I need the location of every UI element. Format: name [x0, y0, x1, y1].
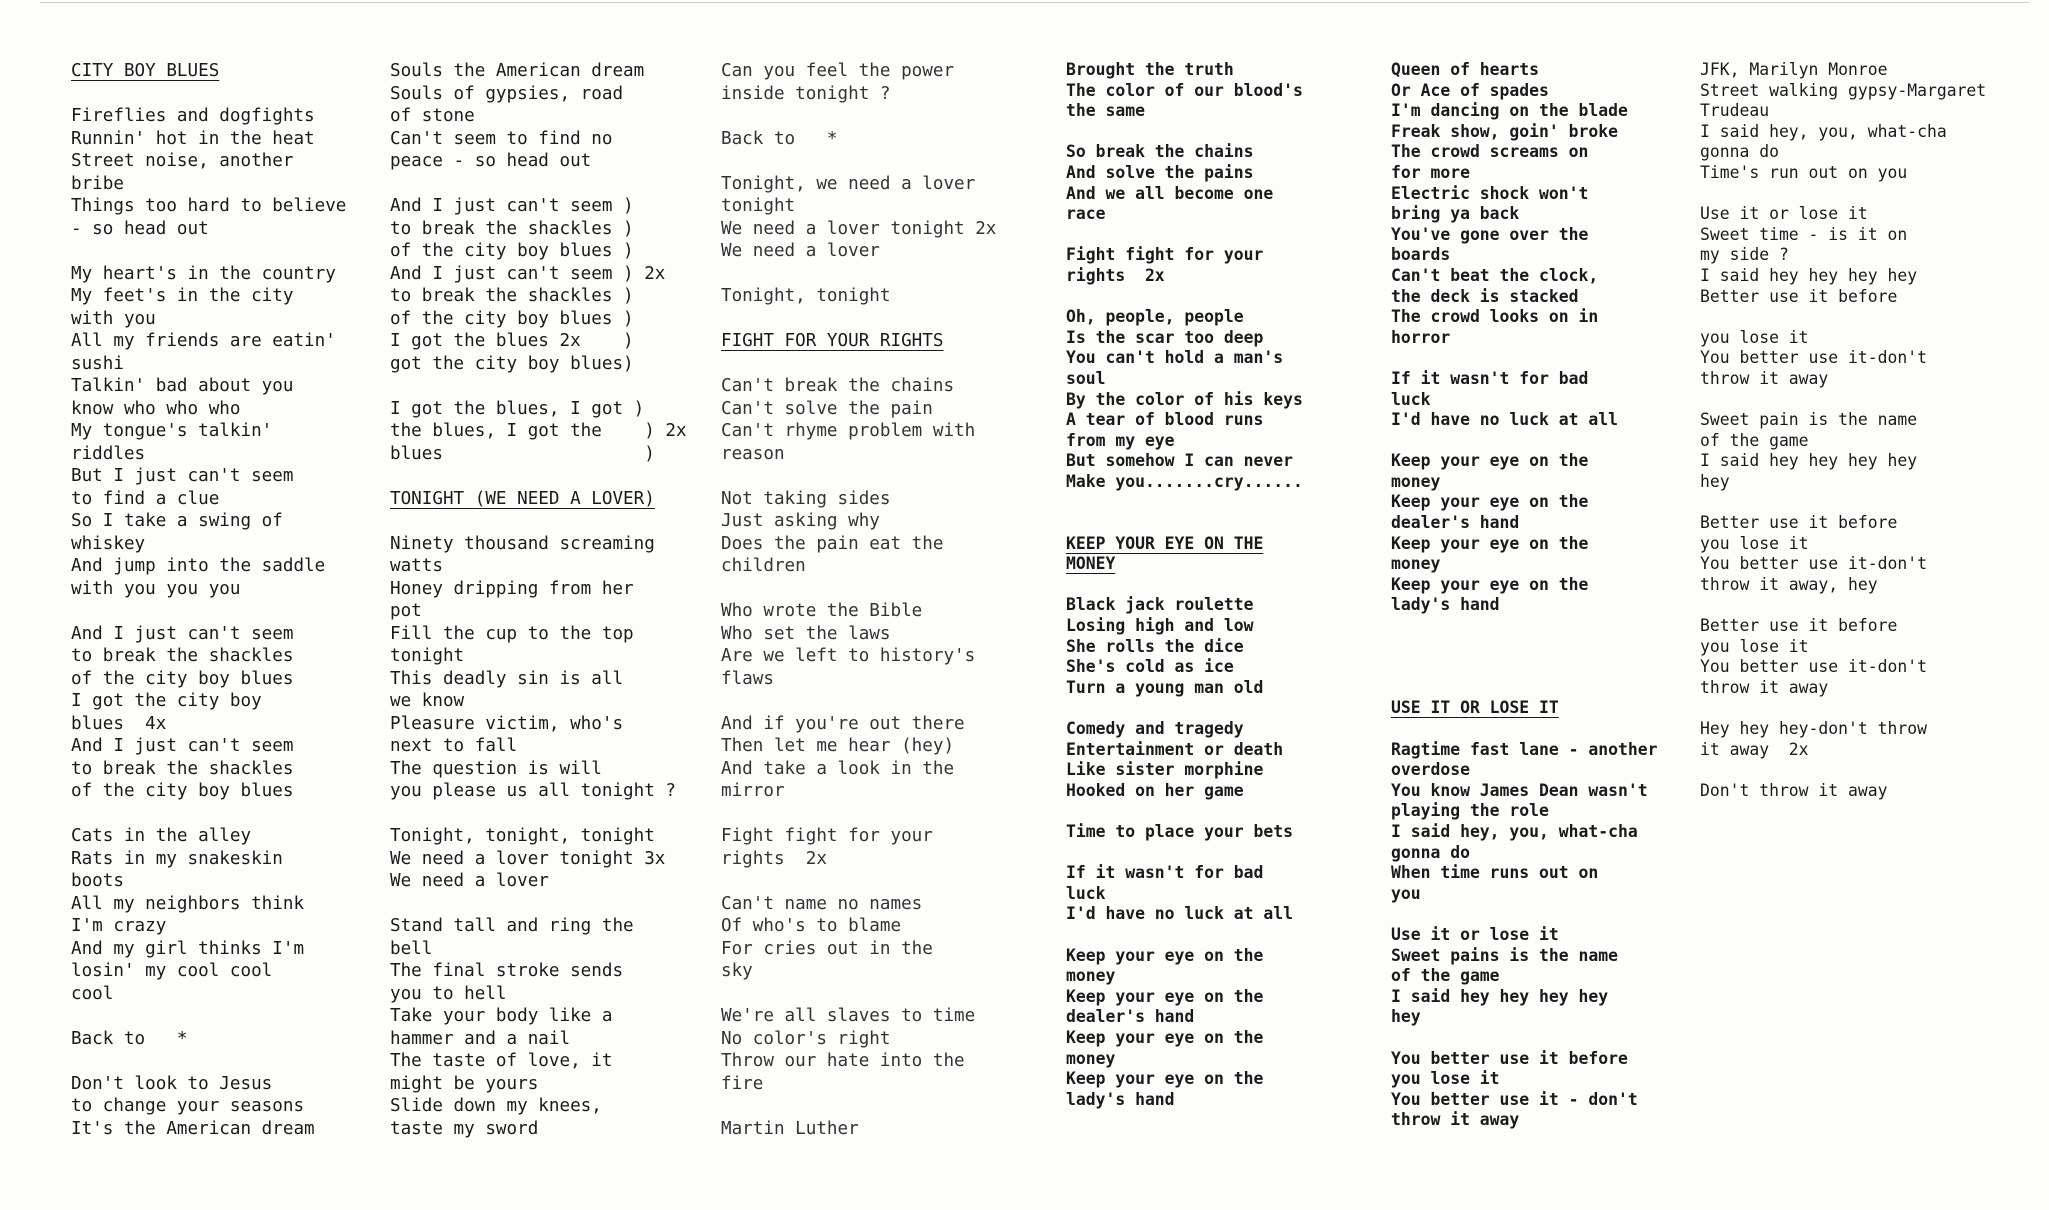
lyric-line: We need a lover tonight 2x: [721, 218, 997, 239]
lyric-line: my side ?: [1700, 245, 1789, 265]
lyric-line: So break the chains: [1066, 142, 1254, 162]
lyric-line: cool: [71, 983, 114, 1004]
stanza-gap: [721, 308, 1051, 331]
lyric-line: sushi: [71, 353, 124, 374]
lyric-line: bribe: [71, 173, 124, 194]
lyric-line: JFK, Marilyn Monroe: [1700, 60, 1888, 79]
lyric-line: Who wrote the Bible: [721, 601, 923, 621]
lyric-line: Can't break the chains: [721, 376, 955, 396]
stanza-gap: [1066, 287, 1396, 308]
lyric-line: overdose: [1391, 760, 1470, 780]
lyric-line: We need a lover: [721, 241, 880, 261]
lyric-line: the deck is stacked: [1391, 286, 1579, 306]
stanza-gap: [1391, 616, 1721, 637]
lyric-line: mirror: [721, 781, 785, 801]
lyric-line: Is the scar too deep: [1066, 327, 1264, 347]
lyric-line: reason: [721, 443, 785, 464]
lyric-line: Sweet time - is it on: [1700, 224, 1908, 244]
stanza-gap: [1700, 184, 2030, 205]
lyric-line: next to fall: [390, 736, 518, 756]
lyric-line: lady's hand: [1391, 595, 1500, 615]
lyric-line: from my eye: [1066, 430, 1175, 450]
lyric-line: You better use it-don't: [1700, 554, 1927, 574]
lyric-line: This deadly sin is all: [390, 668, 624, 689]
stanza-gap: [390, 375, 720, 398]
stanza-gap: [721, 578, 1051, 601]
lyric-line: for more: [1391, 162, 1470, 182]
stanza-gap: [1066, 122, 1396, 143]
lyric-line: I said hey hey hey hey: [1700, 265, 1918, 285]
lyric-line: Don't look to Jesus: [71, 1073, 273, 1094]
lyric-line: you lose it: [1700, 636, 1809, 656]
lyric-line: I said hey hey hey hey: [1700, 451, 1918, 471]
lyric-line: Cats in the alley: [71, 826, 252, 846]
lyric-line: Freak show, goin' broke: [1391, 121, 1618, 141]
stanza-gap: [1391, 657, 1721, 678]
lyric-line: to change your seasons: [71, 1096, 305, 1116]
song-title: USE IT OR LOSE IT: [1391, 698, 1559, 718]
lyric-line: Tonight, tonight: [721, 286, 891, 306]
lyric-line: riddles: [71, 443, 146, 464]
stanza-gap: [721, 983, 1051, 1006]
lyric-line: Souls of gypsies, road: [390, 83, 624, 104]
lyric-line: to break the shackles ): [390, 218, 634, 239]
lyric-line: It's the American dream: [71, 1118, 315, 1139]
lyric-line: whiskey: [71, 533, 146, 554]
lyric-line: losin' my cool cool: [71, 961, 273, 981]
lyric-line: Don't throw it away: [1700, 780, 1888, 800]
stanza-gap: [71, 83, 401, 106]
lyric-line: Keep your eye on the: [1066, 1027, 1264, 1047]
lyric-line: Sweet pains is the name: [1391, 945, 1618, 965]
lyric-line: The color of our blood's: [1066, 80, 1303, 100]
lyric-line: Can't rhyme problem with: [721, 421, 976, 441]
lyric-line: Better use it before: [1700, 286, 1898, 306]
lyric-line: When time runs out on: [1391, 863, 1599, 883]
lyric-line: dealer's hand: [1391, 513, 1520, 533]
lyric-line: Of who's to blame: [721, 916, 902, 936]
lyric-line: you lose it: [1700, 327, 1809, 347]
stanza-gap: [1066, 513, 1396, 534]
lyric-line: And my girl thinks I'm: [71, 938, 305, 959]
lyric-line: money: [1391, 554, 1441, 574]
lyric-line: sky: [721, 961, 753, 981]
lyric-line: you lose it: [1700, 533, 1809, 553]
stanza-gap: [1700, 760, 2030, 781]
stanza-gap: [721, 803, 1051, 826]
lyric-line: Trudeau: [1700, 101, 1770, 121]
lyric-line: to break the shackles ): [390, 286, 634, 306]
stanza-gap: [1700, 698, 2030, 719]
lyric-line: with you you you: [71, 578, 241, 599]
song-title: MONEY: [1066, 554, 1116, 574]
lyric-line: Fireflies and dogfights: [71, 106, 315, 126]
lyric-line: Runnin' hot in the heat: [71, 128, 315, 149]
lyric-line: children: [721, 556, 806, 576]
lyrics-column-1: [71, 60, 401, 1140]
stanza-gap: [721, 105, 1051, 128]
stanza-gap: [1391, 904, 1721, 925]
lyric-line: with you: [71, 308, 156, 329]
lyric-line: The taste of love, it: [390, 1051, 613, 1071]
lyric-line: hey: [1700, 471, 1730, 491]
lyrics-column-4: [1066, 60, 1396, 1110]
lyric-line: to break the shackles: [71, 758, 294, 779]
lyric-line: If it wasn't for bad: [1391, 368, 1589, 388]
lyric-line: Time to place your bets: [1066, 821, 1293, 841]
lyric-line: I got the blues 2x ): [390, 331, 634, 351]
song-title: FIGHT FOR YOUR RIGHTS: [721, 331, 944, 351]
lyric-line: She rolls the dice: [1066, 636, 1244, 656]
lyric-line: Then let me hear (hey): [721, 736, 955, 756]
lyric-line: Back to *: [71, 1028, 188, 1049]
lyric-line: Are we left to history's: [721, 646, 976, 666]
lyric-line: Hooked on her game: [1066, 780, 1244, 800]
lyric-line: We're all slaves to time: [721, 1006, 976, 1026]
stanza-gap: [721, 263, 1051, 286]
lyric-line: And we all become one: [1066, 183, 1274, 203]
lyric-line: luck: [1391, 389, 1431, 409]
lyric-line: I said hey, you, what-cha: [1700, 121, 1947, 141]
lyric-line: Pleasure victim, who's: [390, 713, 624, 734]
lyric-line: Slide down my knees,: [390, 1096, 602, 1116]
lyric-line: flaws: [721, 668, 774, 689]
lyrics-column-2: [390, 60, 720, 1140]
lyric-line: pot: [390, 601, 422, 621]
lyric-line: Fight fight for your: [721, 826, 933, 846]
lyric-line: you please us all tonight ?: [390, 781, 676, 801]
lyric-line: Throw our hate into the: [721, 1051, 965, 1071]
lyric-line: Honey dripping from her: [390, 578, 634, 599]
lyric-line: - so head out: [71, 218, 209, 239]
lyric-line: got the city boy blues): [390, 353, 634, 374]
lyric-line: Losing high and low: [1066, 616, 1254, 636]
lyric-line: You can't hold a man's: [1066, 348, 1284, 368]
lyric-line: Can't solve the pain: [721, 398, 933, 419]
lyric-line: No color's right: [721, 1028, 891, 1049]
lyric-line: we know: [390, 691, 465, 711]
stanza-gap: [1391, 719, 1721, 740]
lyric-line: you lose it: [1391, 1069, 1500, 1089]
stanza-gap: [390, 510, 720, 533]
lyrics-column-3: [721, 60, 1051, 1140]
stanza-gap: [1066, 925, 1396, 946]
lyric-line: Use it or lose it: [1391, 924, 1559, 944]
lyric-line: Fight fight for your: [1066, 245, 1264, 265]
lyric-line: I'd have no luck at all: [1066, 904, 1293, 924]
stanza-gap: [1391, 637, 1721, 658]
lyric-line: Back to *: [721, 128, 838, 149]
stanza-gap: [721, 465, 1051, 488]
lyric-line: horror: [1391, 327, 1451, 347]
lyric-line: throw it away: [1700, 677, 1829, 697]
lyric-line: it away 2x: [1700, 739, 1809, 759]
lyric-line: Sweet pain is the name: [1700, 410, 1918, 430]
lyric-line: But I just can't seem: [71, 466, 294, 486]
lyric-line: I'm crazy: [71, 916, 167, 936]
lyric-line: peace - so head out: [390, 151, 592, 171]
lyric-line: Time's run out on you: [1700, 162, 1908, 182]
lyric-line: Keep your eye on the: [1066, 1069, 1264, 1089]
lyric-line: hammer and a nail: [390, 1028, 571, 1049]
song-title: TONIGHT (WE NEED A LOVER): [390, 488, 655, 509]
lyric-line: of the city boy blues ): [390, 241, 634, 261]
lyric-line: gonna do: [1700, 142, 1779, 162]
lyric-line: The crowd screams on: [1391, 142, 1589, 162]
lyric-line: Talkin' bad about you: [71, 376, 294, 396]
stanza-gap: [721, 870, 1051, 893]
lyric-line: I'm dancing on the blade: [1391, 101, 1628, 121]
stanza-gap: [1066, 843, 1396, 864]
lyric-line: tonight: [390, 646, 465, 666]
stanza-gap: [390, 803, 720, 826]
lyric-line: Keep your eye on the: [1066, 986, 1264, 1006]
lyric-line: bring ya back: [1391, 204, 1520, 224]
stanza-gap: [721, 353, 1051, 376]
lyric-line: of stone: [390, 106, 475, 126]
lyric-line: you: [1391, 883, 1421, 903]
lyric-line: And I just can't seem: [71, 736, 294, 756]
lyric-line: hey: [1391, 1007, 1421, 1027]
song-title: CITY BOY BLUES: [71, 61, 220, 81]
lyric-line: might be yours: [390, 1073, 539, 1094]
lyric-line: blues 4x: [71, 713, 167, 734]
lyric-line: All my friends are eatin': [71, 331, 336, 351]
lyric-line: money: [1066, 966, 1116, 986]
lyric-line: Keep your eye on the: [1391, 574, 1589, 594]
lyric-line: You've gone over the: [1391, 224, 1589, 244]
lyric-line: But somehow I can never: [1066, 451, 1293, 471]
stanza-gap: [1391, 1028, 1721, 1049]
lyric-line: You better use it-don't: [1700, 348, 1927, 368]
lyric-line: A tear of blood runs: [1066, 410, 1264, 430]
lyric-line: We need a lover: [390, 871, 549, 891]
lyric-line: Can't seem to find no: [390, 128, 613, 149]
lyric-line: gonna do: [1391, 842, 1470, 862]
lyric-line: Tonight, tonight, tonight: [390, 826, 655, 846]
stanza-gap: [71, 1050, 401, 1073]
lyric-line: Street noise, another: [71, 151, 294, 171]
lyric-line: Like sister morphine: [1066, 760, 1264, 780]
lyric-line: bell: [390, 938, 433, 959]
stanza-gap: [1391, 348, 1721, 369]
lyric-line: of the city boy blues: [71, 668, 294, 689]
lyric-line: Oh, people, people: [1066, 307, 1244, 327]
lyric-line: I got the city boy: [71, 691, 262, 711]
lyric-line: race: [1066, 204, 1106, 224]
lyric-line: Street walking gypsy-Margaret: [1700, 80, 1987, 100]
stanza-gap: [1066, 698, 1396, 719]
lyric-line: Turn a young man old: [1066, 677, 1264, 697]
stanza-gap: [721, 690, 1051, 713]
stanza-gap: [721, 1095, 1051, 1118]
lyric-line: boots: [71, 871, 124, 891]
lyric-line: And I just can't seem: [71, 623, 294, 644]
lyric-line: rights 2x: [721, 848, 827, 869]
lyric-line: You better use it before: [1391, 1048, 1628, 1068]
lyric-line: And take a look in the: [721, 758, 955, 779]
lyric-line: fire: [721, 1073, 764, 1094]
lyric-line: All my neighbors think: [71, 893, 305, 914]
lyric-line: My tongue's talkin': [71, 421, 273, 441]
lyric-line: the same: [1066, 101, 1145, 121]
lyric-line: you to hell: [390, 983, 507, 1004]
stanza-gap: [1391, 431, 1721, 452]
lyric-line: If it wasn't for bad: [1066, 863, 1264, 883]
lyric-line: boards: [1391, 245, 1451, 265]
lyric-line: Just asking why: [721, 511, 880, 531]
lyric-line: throw it away: [1391, 1110, 1520, 1130]
stanza-gap: [1066, 801, 1396, 822]
lyric-line: Hey hey hey-don't throw: [1700, 719, 1927, 738]
stanza-gap: [1066, 492, 1396, 513]
lyric-line: And I just can't seem ): [390, 196, 634, 216]
lyric-line: know who who who: [71, 398, 241, 419]
lyric-line: I got the blues, I got ): [390, 398, 645, 419]
lyric-line: Better use it before: [1700, 513, 1898, 533]
stanza-gap: [1066, 225, 1396, 246]
lyric-line: Black jack roulette: [1066, 595, 1254, 615]
lyrics-column-5: [1391, 60, 1721, 1131]
lyric-line: Who set the laws: [721, 623, 891, 644]
lyric-line: taste my sword: [390, 1118, 539, 1139]
lyric-line: My heart's in the country: [71, 263, 336, 284]
lyric-line: I'd have no luck at all: [1391, 410, 1618, 430]
lyric-line: of the city boy blues ): [390, 308, 634, 329]
lyric-line: The question is will: [390, 758, 602, 779]
lyric-line: You better use it - don't: [1391, 1089, 1638, 1109]
stanza-gap: [1700, 307, 2030, 328]
lyrics-column-6: [1700, 60, 2030, 801]
lyric-line: Can't name no names: [721, 893, 923, 914]
lyric-line: Keep your eye on the: [1391, 533, 1589, 553]
lyric-line: Entertainment or death: [1066, 739, 1284, 759]
lyric-line: Keep your eye on the: [1391, 451, 1589, 471]
lyric-line: inside tonight ?: [721, 83, 891, 104]
song-title: KEEP YOUR EYE ON THE: [1066, 533, 1264, 553]
lyric-line: Rats in my snakeskin: [71, 848, 283, 869]
lyric-line: Ragtime fast lane - another: [1391, 739, 1658, 759]
lyric-line: My feet's in the city: [71, 286, 294, 306]
stanza-gap: [390, 465, 720, 488]
lyric-line: Queen of hearts: [1391, 60, 1540, 79]
lyric-line: And I just can't seem ) 2x: [390, 263, 666, 284]
lyric-line: Does the pain eat the: [721, 533, 944, 554]
lyric-line: You know James Dean wasn't: [1391, 780, 1648, 800]
lyric-line: money: [1391, 471, 1441, 491]
lyric-line: throw it away: [1700, 368, 1829, 388]
stanza-gap: [1066, 575, 1396, 596]
lyric-line: Better use it before: [1700, 616, 1898, 636]
stanza-gap: [1700, 492, 2030, 513]
lyric-line: Can't beat the clock,: [1391, 265, 1599, 285]
lyric-line: Can you feel the power: [721, 61, 955, 81]
lyric-line: throw it away, hey: [1700, 574, 1878, 594]
lyric-line: The crowd looks on in: [1391, 307, 1599, 327]
lyric-line: Make you.......cry......: [1066, 471, 1303, 491]
lyric-line: Keep your eye on the: [1391, 492, 1589, 512]
lyric-line: Ninety thousand screaming: [390, 533, 655, 554]
lyric-line: soul: [1066, 368, 1106, 388]
lyric-line: I said hey hey hey hey: [1391, 986, 1609, 1006]
stanza-gap: [390, 893, 720, 916]
lyric-line: Things too hard to believe: [71, 196, 347, 216]
lyric-line: dealer's hand: [1066, 1007, 1195, 1027]
lyric-line: of the city boy blues: [71, 781, 294, 801]
lyric-line: lady's hand: [1066, 1089, 1175, 1109]
lyric-line: Brought the truth: [1066, 60, 1234, 79]
lyric-line: And solve the pains: [1066, 162, 1254, 182]
lyric-line: Electric shock won't: [1391, 183, 1589, 203]
lyric-line: Martin Luther: [721, 1118, 859, 1139]
lyric-line: I said hey, you, what-cha: [1391, 821, 1638, 841]
lyric-line: blues ): [390, 443, 655, 464]
lyric-line: And jump into the saddle: [71, 556, 326, 576]
stanza-gap: [721, 150, 1051, 173]
stanza-gap: [71, 1005, 401, 1028]
stanza-gap: [1391, 678, 1721, 699]
lyric-line: to find a clue: [71, 488, 220, 509]
lyric-line: Fill the cup to the top: [390, 623, 634, 644]
lyric-line: Take your body like a: [390, 1006, 613, 1026]
lyric-line: tonight: [721, 196, 796, 216]
stanza-gap: [1700, 390, 2030, 411]
lyric-line: Keep your eye on the: [1066, 945, 1264, 965]
lyric-line: to break the shackles: [71, 646, 294, 666]
scan-edge-line: [40, 2, 2029, 3]
lyric-line: Use it or lose it: [1700, 204, 1868, 224]
lyric-line: So I take a swing of: [71, 511, 283, 531]
lyric-line: Tonight, we need a lover: [721, 173, 976, 194]
lyric-line: Or Ace of spades: [1391, 80, 1549, 100]
lyric-line: of the game: [1700, 430, 1809, 450]
stanza-gap: [71, 600, 401, 623]
stanza-gap: [1700, 595, 2030, 616]
lyric-line: For cries out in the: [721, 938, 933, 959]
lyric-line: Stand tall and ring the: [390, 916, 634, 936]
lyric-line: luck: [1066, 883, 1106, 903]
lyric-line: the blues, I got the ) 2x: [390, 421, 687, 441]
lyric-line: money: [1066, 1048, 1116, 1068]
lyric-line: And if you're out there: [721, 713, 965, 734]
stanza-gap: [390, 173, 720, 196]
stanza-gap: [71, 803, 401, 826]
stanza-gap: [71, 240, 401, 263]
lyric-line: Comedy and tragedy: [1066, 719, 1244, 738]
lyric-line: She's cold as ice: [1066, 657, 1234, 677]
lyric-line: of the game: [1391, 966, 1500, 986]
lyric-line: playing the role: [1391, 801, 1549, 821]
lyric-line: Not taking sides: [721, 488, 891, 509]
lyric-line: watts: [390, 556, 443, 576]
lyric-line: By the color of his keys: [1066, 389, 1303, 409]
lyric-line: The final stroke sends: [390, 961, 624, 981]
lyric-line: You better use it-don't: [1700, 657, 1927, 677]
lyric-line: rights 2x: [1066, 265, 1165, 285]
lyric-line: We need a lover tonight 3x: [390, 848, 666, 869]
lyric-line: Souls the American dream: [390, 61, 645, 81]
